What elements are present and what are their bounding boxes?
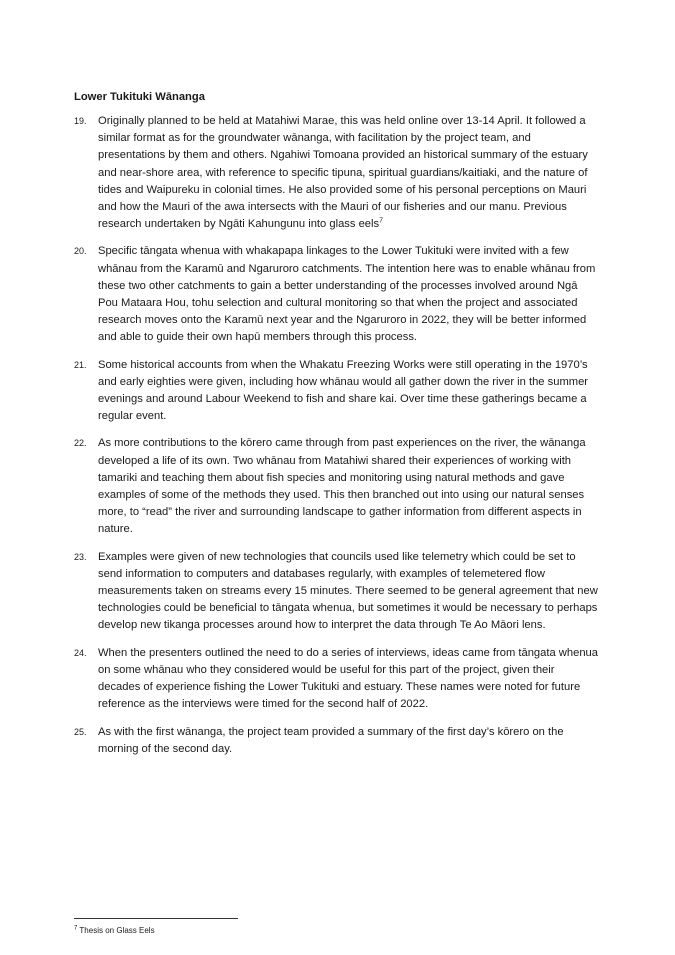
paragraph-21 (74, 357, 599, 426)
paragraph-text: Some historical accounts from when the Whakatu Freezing Works were still operating in the 1970’s and early eighties were given, including how whānau would all gather down the river in the summer evenings and around Labour Weekend to fish and share kai. Over time these gatherings became a regular event. (98, 358, 589, 423)
paragraph-number: 25. (74, 726, 87, 737)
paragraph-22 (74, 435, 599, 538)
paragraph-text: Examples were given of new technologies that councils used like telemetry which could be set to send information to computers and databases regularly, with examples of telemetered flow measurements taken on streams every 15 minutes. There seemed to be general agreement that new technologies could be beneficial to tāngata whenua, but sometimes it would be necessary to perhaps develop new tikanga processes around how to interpret the data through Te Ao Māori lens. (98, 550, 598, 632)
paragraph-23 (74, 549, 599, 635)
footnote-divider (74, 918, 238, 919)
footnote-text: Thesis on Glass Eels (79, 926, 155, 935)
paragraph-number: 21. (74, 359, 87, 370)
paragraph-25 (74, 724, 599, 758)
paragraph-number: 24. (74, 647, 87, 658)
footnote (74, 925, 155, 936)
paragraph-24 (74, 645, 599, 714)
paragraph-text (98, 113, 599, 233)
footnote-marker: 7 (74, 925, 78, 932)
paragraph-number: 19. (74, 116, 87, 126)
section-heading: Lower Tukituki Wānanga (74, 91, 205, 103)
paragraph-text: Specific tāngata whenua with whakapapa linkages to the Lower Tukituki were invited with a few whānau from the Karamū and Ngaruroro catchments. The intention here was to enable whānau from these two other catchments to gain a better understanding of the processes involved around Ngā Pou Mataara Hou, tohu selection and cultural monitoring so that when the project and associated research moves onto the Karamū next year and the Ngaruroro in 2022, they will be better informed and able to guide their own hapū members through this process. (98, 245, 596, 344)
paragraph-20 (74, 243, 599, 346)
paragraph-number: 22. (74, 438, 87, 449)
paragraph-text: When the presenters outlined the need to do a series of interviews, ideas came from tāngata whenua on some whānau who they considered would be useful for this part of the project, given their decades of experience fishing the Lower Tukituki and estuary. These names were noted for future reference as the interviews were timed for the second half of 2022. (98, 646, 599, 711)
paragraph-text: As more contributions to the kōrero came through from past experiences on the river, the wānanga developed a life of its own. Two whānau from Matahiwi shared their experiences of working with tamariki and teaching them about fish species and monitoring using natural methods and gave examples of some of the methods they used. This then branched out into using our natural senses more, to “read” the river and surrounding landscape to gather information from different aspects in nature. (98, 437, 586, 536)
paragraph-number: 20. (74, 246, 87, 257)
document-body (74, 90, 599, 768)
footnote-reference[interactable]: 7 (379, 217, 384, 225)
paragraph-number: 23. (74, 551, 87, 562)
paragraph-text-body: Originally planned to be held at Matahiwi Marae, this was held online over 13-14 April. It followed a similar format as for the groundwater wānanga, with facilitation by the project team, and presentations by them and others. Ngahiwi Tomoana provided an historical summary of the estuary and near-shore area, with reference to specific tipuna, spiritual guardians/kaitiaki, and the nature of tides and Waipureku in colonial times. He also provided some of his personal perceptions on Mauri and how the Mauri of the awa intersects with the Mauri of our fisheries and our manu. Previous research undertaken by Ngāti Kahungunu into glass eels (98, 115, 588, 231)
paragraph-text: As with the first wānanga, the project team provided a summary of the first day’s kōrero on the morning of the second day. (98, 725, 564, 755)
paragraph-19 (74, 113, 599, 233)
